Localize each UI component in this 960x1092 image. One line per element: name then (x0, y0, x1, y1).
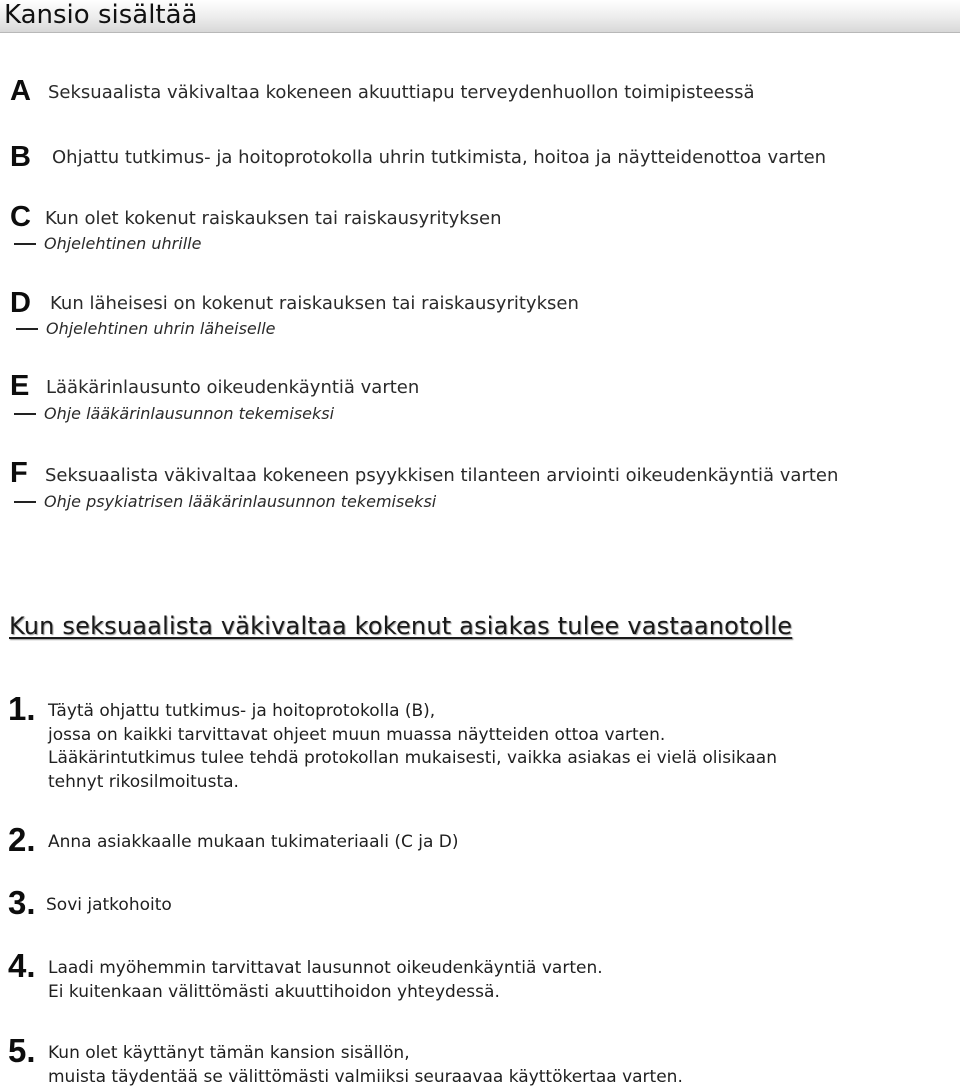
section-letter: A (10, 75, 31, 107)
section-letter: B (10, 141, 31, 173)
section-heading: Kun seksuaalista väkivaltaa kokenut asiakas tulee vastaanotolle (9, 612, 793, 640)
step-number: 3. (8, 884, 36, 921)
step-number: 2. (8, 821, 36, 858)
section-e (10, 370, 940, 430)
dash-icon (14, 243, 36, 245)
section-title: Seksuaalista väkivaltaa kokeneen psyykkisen tilanteen arviointi oikeudenkäyntiä varten (45, 465, 839, 486)
step-line: Laadi myöhemmin tarvittavat lausunnot oikeudenkäyntiä varten. (48, 958, 603, 978)
step-line: Sovi jatkohoito (46, 895, 172, 915)
step-4 (8, 949, 948, 1009)
dash-icon (14, 501, 36, 503)
dash-icon (14, 413, 36, 415)
step-text (48, 700, 777, 794)
step-1 (8, 692, 948, 802)
section-subtitle (16, 319, 276, 339)
step-text (48, 957, 603, 1004)
section-subtitle (14, 234, 201, 254)
step-text (46, 894, 172, 918)
section-title: Kun läheisesi on kokenut raiskauksen tai raiskausyrityksen (50, 293, 579, 314)
section-subtitle (14, 404, 334, 424)
section-letter: E (10, 370, 30, 402)
section-title: Seksuaalista väkivaltaa kokeneen akuuttiapu terveydenhuollon toimipisteessä (48, 82, 755, 103)
step-text (48, 1042, 683, 1089)
section-subtitle-text: Ohjelehtinen uhrille (44, 234, 202, 253)
step-number: 5. (8, 1032, 36, 1069)
section-subtitle (14, 492, 436, 512)
section-a (10, 75, 940, 111)
section-title: Kun olet kokenut raiskauksen tai raiskausyrityksen (45, 208, 502, 229)
step-2 (8, 823, 948, 857)
section-f (10, 457, 940, 517)
step-number: 1. (8, 690, 36, 727)
section-letter: D (10, 287, 31, 319)
step-line: Täytä ohjattu tutkimus- ja hoitoprotokolla (B), (48, 701, 436, 721)
section-subtitle-text: Ohjelehtinen uhrin läheiselle (46, 319, 276, 338)
step-text (48, 831, 459, 855)
step-3 (8, 886, 948, 920)
step-line: Lääkärintutkimus tulee tehdä protokollan mukaisesti, vaikka asiakas ei vielä olisikaan (48, 748, 777, 768)
step-line: Kun olet käyttänyt tämän kansion sisällön, (48, 1043, 410, 1063)
step-5 (8, 1034, 948, 1092)
step-line: tehnyt rikosilmoitusta. (48, 771, 239, 792)
step-line: Ei kuitenkaan välittömästi akuuttihoidon yhteydessä. (48, 981, 500, 1002)
section-letter: C (10, 201, 31, 233)
section-b (10, 141, 940, 177)
section-letter: F (10, 457, 28, 489)
step-line: jossa on kaikki tarvittavat ohjeet muun muassa näytteiden ottoa varten. (48, 724, 666, 745)
page-title: Kansio sisältää (0, 0, 960, 33)
step-line: Anna asiakkaalle mukaan tukimateriaali (C ja D) (48, 832, 459, 852)
section-subtitle-text: Ohje lääkärinlausunnon tekemiseksi (44, 404, 335, 423)
section-subtitle-text: Ohje psykiatrisen lääkärinlausunnon tekemiseksi (44, 492, 437, 511)
section-title: Ohjattu tutkimus- ja hoitoprotokolla uhrin tutkimista, hoitoa ja näytteidenottoa varten (52, 147, 827, 168)
section-title: Lääkärinlausunto oikeudenkäyntiä varten (46, 377, 420, 398)
step-line: muista täydentää se välittömästi valmiiksi seuraavaa käyttökertaa varten. (48, 1066, 683, 1087)
section-d (10, 287, 940, 347)
section-c (10, 201, 940, 261)
dash-icon (16, 328, 38, 330)
step-number: 4. (8, 947, 36, 984)
